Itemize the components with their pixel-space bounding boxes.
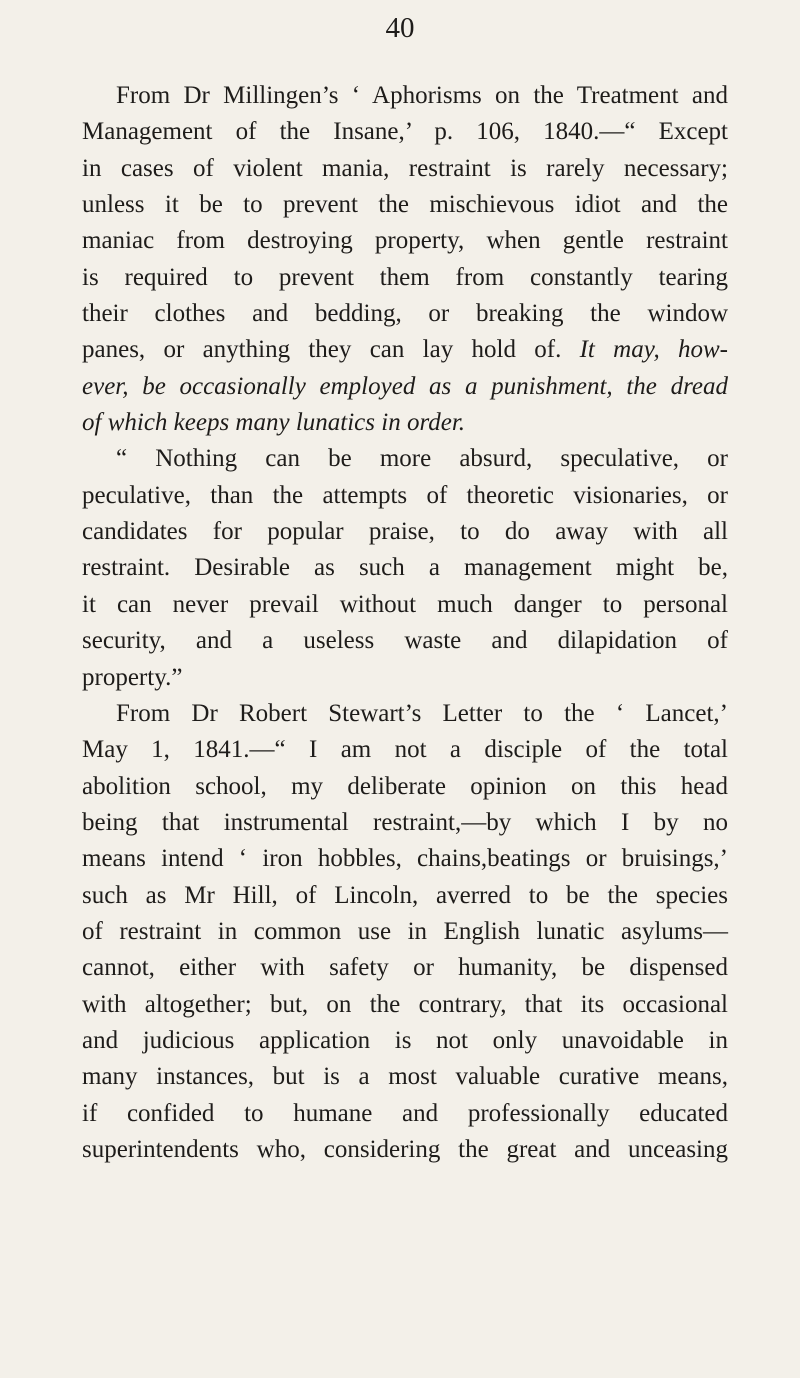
text-line: if confided to humane and professionally educated: [82, 1099, 728, 1127]
text-line: “ Nothing can be more absurd, speculative, or: [116, 445, 728, 473]
text-line: of which keeps many lunatics in order.: [82, 409, 466, 437]
text-line: From Dr Robert Stewart’s Letter to the ‘ Lancet,’: [116, 699, 728, 727]
text-line: and judicious application is not only unavoidable in: [82, 1026, 728, 1054]
text-line: cannot, either with safety or humanity, be dispensed: [82, 954, 728, 982]
text-line: their clothes and bedding, or breaking the window: [82, 300, 728, 328]
text-line: restraint. Desirable as such a management might be,: [82, 554, 728, 582]
text-line: candidates for popular praise, to do away with all: [82, 518, 728, 546]
text-line: many instances, but is a most valuable curative means,: [82, 1063, 728, 1091]
text-line: unless it be to prevent the mischievous idiot and the: [82, 191, 728, 219]
text-line: panes, or anything they can lay hold of. It may, how-: [82, 336, 728, 364]
text-line: Management of the Insane,’ p. 106, 1840.—“ Except: [82, 118, 728, 146]
text-line: of restraint in common use in English lunatic asylums—: [82, 917, 728, 945]
text-line: it can never prevail without much danger to personal: [82, 590, 728, 618]
text-line: means intend ‘ iron hobbles, chains,beatings or bruisings,’: [82, 845, 728, 873]
text-line: ever, be occasionally employed as a punishment, the dread: [82, 372, 728, 400]
text-line: is required to prevent them from constantly tearing: [82, 263, 728, 291]
text-line: May 1, 1841.—“ I am not a disciple of the total: [82, 736, 728, 764]
text-line: with altogether; but, on the contrary, that its occasional: [82, 990, 728, 1018]
text-line: being that instrumental restraint,—by which I by no: [82, 808, 728, 836]
text-line: maniac from destroying property, when gentle restraint: [82, 227, 728, 255]
text-line: abolition school, my deliberate opinion on this head: [82, 772, 728, 800]
text-line: such as Mr Hill, of Lincoln, averred to be the species: [82, 881, 728, 909]
text-line: From Dr Millingen’s ‘ Aphorisms on the Treatment and: [116, 82, 728, 109]
text-line: superintendents who, considering the great and unceasing: [82, 1135, 728, 1163]
text-line: security, and a useless waste and dilapidation of: [82, 627, 728, 655]
text-line: in cases of violent mania, restraint is rarely necessary;: [82, 154, 728, 182]
text-line: property.”: [82, 663, 183, 691]
body-text: [82, 78, 728, 1168]
text-line: peculative, than the attempts of theoretic visionaries, or: [82, 481, 728, 509]
page-number: 40: [385, 12, 415, 44]
